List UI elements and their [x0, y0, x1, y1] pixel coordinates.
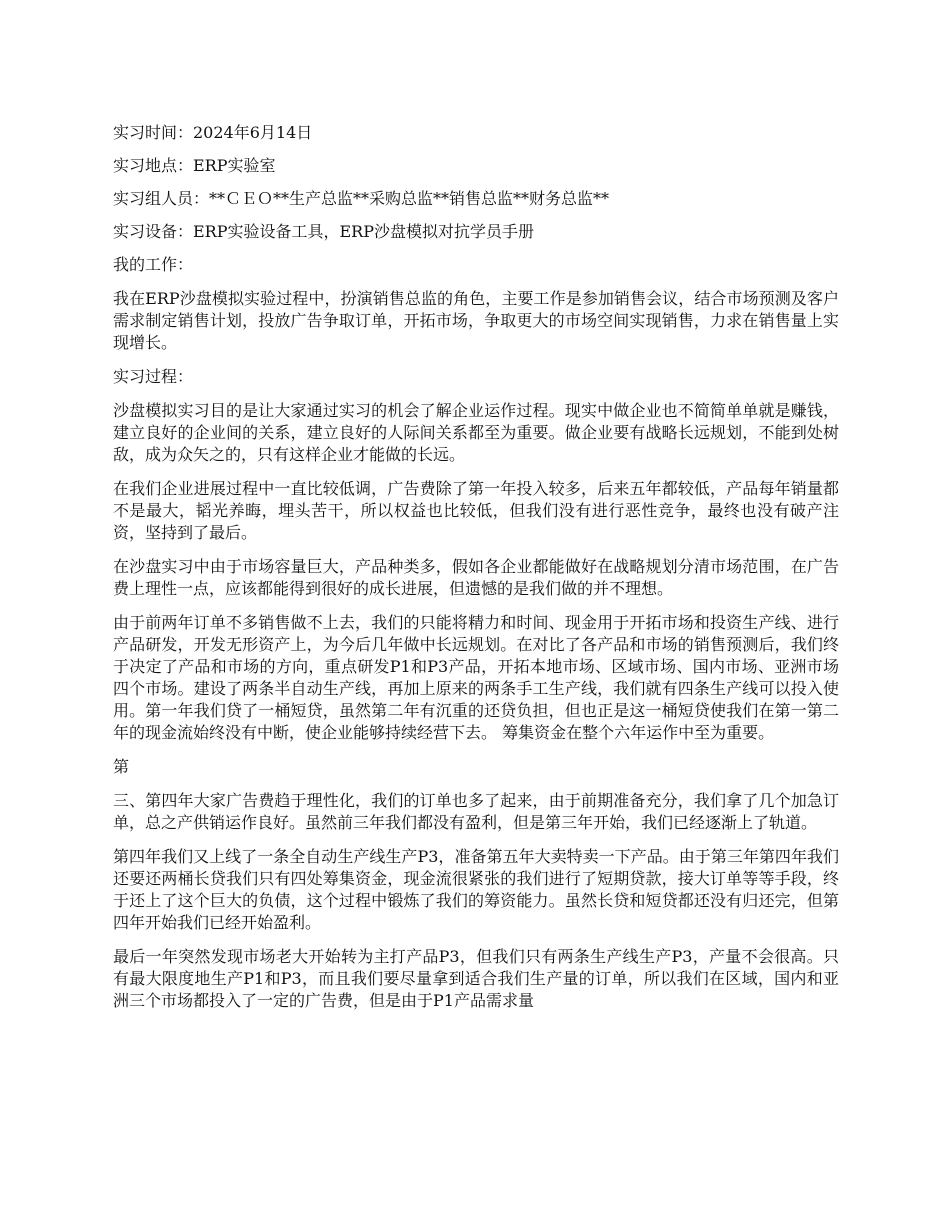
my-work-heading: 我的工作：: [113, 255, 194, 274]
my-work-paragraph: 我在ERP沙盘模拟实验过程中，扮演销售总监的角色，主要工作是参加销售会议，结合市场预测及客户需求制定销售计划，投放广告争取订单，开拓市场，争取更大的市场空间实现销售，力求在销售量上实现增长。: [113, 289, 839, 352]
process-paragraph: 第四年我们又上线了一条全自动生产线生产P3，准备第五年大卖特卖一下产品。由于第三年第四年我们还要还两桶长贷我们只有四处筹集资金，现金流很紧张的我们进行了短期贷款，接大订单等等手段，终于还上了这个巨大的负债，这个过程中锻炼了我们的筹资能力。虽然长贷和短贷都还没有归还完，但第四年开始我们已经开始盈利。: [113, 847, 839, 932]
info-time: 实习时间：2024年6月14日: [113, 123, 313, 142]
document-page: [113, 122, 839, 1024]
process-paragraph: 最后一年突然发现市场老大开始转为主打产品P3，但我们只有两条生产线生产P3，产量不会很高。只有最大限度地生产P1和P3，而且我们要尽量拿到适合我们生产量的订单，所以我们在区域，国内和亚洲三个市场都投入了一定的广告费，但是由于P1产品需求量: [113, 947, 839, 1010]
process-paragraph: 沙盘模拟实习目的是让大家通过实习的机会了解企业运作过程。现实中做企业也不简简单单就是赚钱，建立良好的企业间的关系，建立良好的人际间关系都至为重要。做企业要有战略长远规划，不能到处树敌，成为众矢之的，只有这样企业才能做的长远。: [113, 401, 839, 464]
process-heading: 实习过程：: [113, 367, 194, 386]
process-paragraph: 在沙盘实习中由于市场容量巨大，产品种类多，假如各企业都能做好在战略规划分清市场范围，在广告费上理性一点，应该都能得到很好的成长进展，但遗憾的是我们做的并不理想。: [113, 557, 839, 598]
process-paragraph: 三、第四年大家广告费趋于理性化，我们的订单也多了起来，由于前期准备充分，我们拿了几个加急订单，总之产供销运作良好。虽然前三年我们都没有盈利，但是第三年开始，我们已经逐渐上了轨道。: [113, 791, 839, 832]
process-paragraph: 由于前两年订单不多销售做不上去，我们的只能将精力和时间、现金用于开拓市场和投资生产线、进行产品研发，开发无形资产上，为今后几年做中长远规划。在对比了各产品和市场的销售预测后，我们终于决定了产品和市场的方向，重点研发P1和P3产品，开拓本地市场、区域市场、国内市场、亚洲市场四个市场。建设了两条半自动生产线，再加上原来的两条手工生产线，我们就有四条生产线可以投入使用。第一年我们贷了一桶短贷，虽然第二年有沉重的还贷负担，但也正是这一桶短贷使我们在第一第二年的现金流始终没有中断，使企业能够持续经营下去。 筹集资金在整个六年运作中至为重要。: [113, 613, 839, 742]
info-equipment: 实习设备：ERP实验设备工具，ERP沙盘模拟对抗学员手册: [113, 222, 534, 241]
info-place: 实习地点：ERP实验室: [113, 156, 276, 175]
process-paragraph: 第: [113, 757, 130, 776]
info-members: 实习组人员：**ＣＥＯ**生产总监**采购总监**销售总监**财务总监**: [113, 189, 610, 208]
process-paragraph: 在我们企业进展过程中一直比较低调，广告费除了第一年投入较多，后来五年都较低，产品每年销量都不是最大，韬光养晦，埋头苦干，所以权益也比较低，但我们没有进行恶性竞争，最终也没有破产注资，坚持到了最后。: [113, 479, 839, 542]
